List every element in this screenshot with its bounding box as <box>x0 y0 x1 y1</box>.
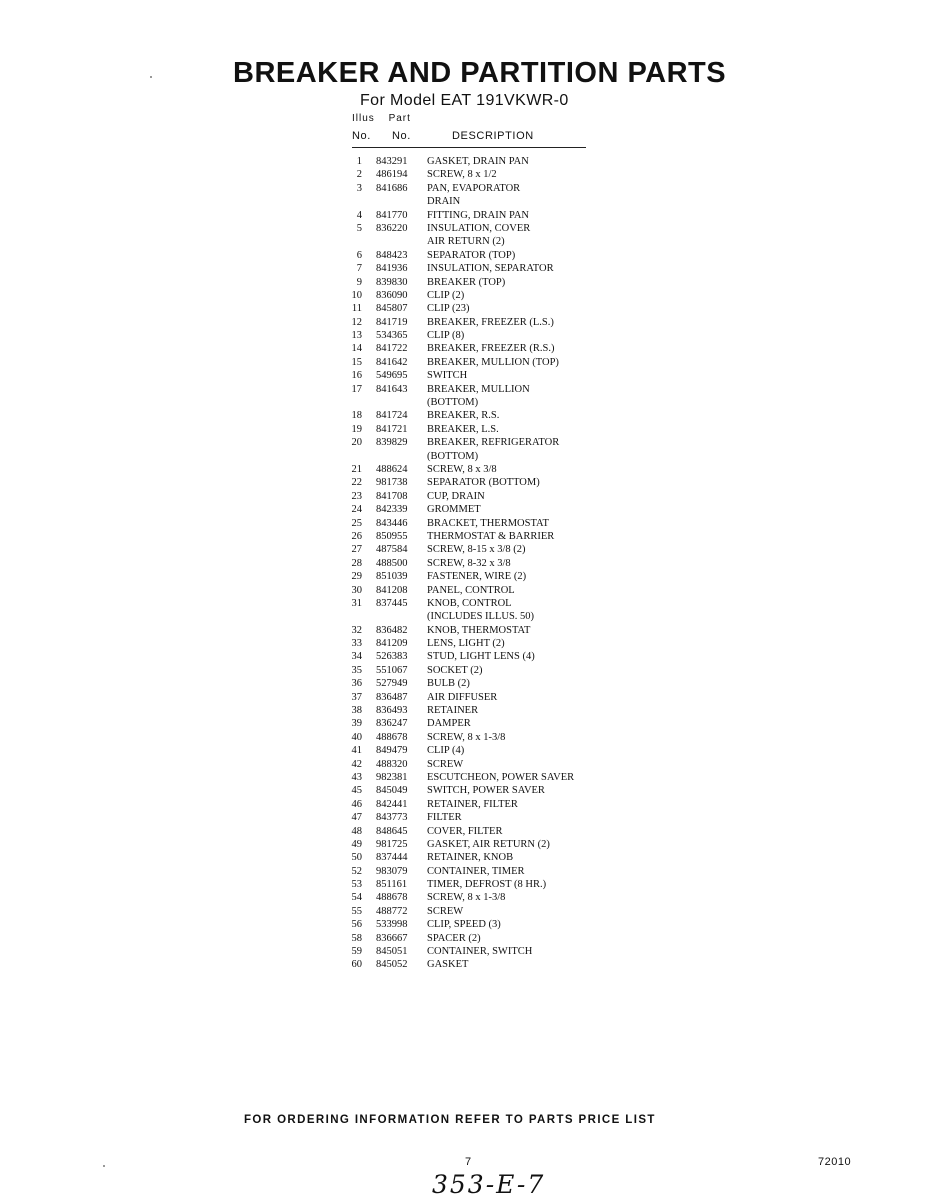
illus-number: 4 <box>356 209 362 221</box>
part-number: 527949 <box>376 678 408 690</box>
illus-number: 13 <box>351 330 362 342</box>
part-description: BREAKER, MULLION <box>427 383 530 395</box>
table-row <box>348 691 608 704</box>
illus-number: 12 <box>351 316 362 328</box>
table-row <box>348 329 608 342</box>
table-row <box>348 342 608 355</box>
part-number: 841208 <box>376 584 408 596</box>
document-number: 72010 <box>818 1156 852 1168</box>
table-row <box>348 356 608 369</box>
illus-number: 32 <box>351 624 362 636</box>
scan-speck <box>103 1165 105 1167</box>
table-row <box>348 262 608 275</box>
table-row <box>348 851 608 864</box>
part-number: 845049 <box>376 785 408 797</box>
part-number: 486194 <box>376 169 408 181</box>
table-row <box>348 958 608 971</box>
table-row <box>348 891 608 904</box>
table-row <box>348 316 608 329</box>
table-row <box>348 677 608 690</box>
part-description: SOCKET (2) <box>427 664 483 676</box>
table-row <box>348 664 608 677</box>
part-number: 842441 <box>376 798 408 810</box>
table-row <box>348 195 608 208</box>
illus-number: 37 <box>351 691 362 703</box>
illus-number: 50 <box>351 852 362 864</box>
illus-number: 11 <box>351 303 362 315</box>
table-row <box>348 811 608 824</box>
illus-number: 17 <box>351 383 362 395</box>
illus-number: 23 <box>351 490 362 502</box>
table-row <box>348 302 608 315</box>
table-row <box>348 383 608 396</box>
part-number: 841209 <box>376 638 408 650</box>
illus-number: 42 <box>351 758 362 770</box>
part-description: BREAKER, L.S. <box>427 423 499 435</box>
table-row <box>348 182 608 195</box>
header-divider <box>352 147 586 148</box>
part-number: 841642 <box>376 356 408 368</box>
part-number: 841770 <box>376 209 408 221</box>
illus-number: 5 <box>356 222 362 234</box>
part-description: BRACKET, THERMOSTAT <box>427 517 549 529</box>
part-description: DRAIN <box>427 196 461 208</box>
part-description: BREAKER, FREEZER (L.S.) <box>427 316 554 328</box>
illus-number: 39 <box>351 718 362 730</box>
part-description: CLIP (8) <box>427 330 465 342</box>
table-row <box>348 932 608 945</box>
part-description: STUD, LIGHT LENS (4) <box>427 651 535 663</box>
illus-number: 25 <box>351 517 362 529</box>
part-number: 488624 <box>376 463 408 475</box>
part-number: 983079 <box>376 865 408 877</box>
part-number: 841724 <box>376 410 408 422</box>
part-description: THERMOSTAT & BARRIER <box>427 530 555 542</box>
part-number: 488772 <box>376 905 408 917</box>
table-row <box>348 798 608 811</box>
illus-number: 36 <box>351 678 362 690</box>
parts-table <box>348 155 608 972</box>
table-row <box>348 865 608 878</box>
scan-speck <box>150 76 152 78</box>
part-description: AIR RETURN (2) <box>427 236 505 248</box>
part-description: ESCUTCHEON, POWER SAVER <box>427 771 575 783</box>
part-description: RETAINER, FILTER <box>427 798 518 810</box>
illus-number: 60 <box>351 959 362 971</box>
part-description: KNOB, CONTROL <box>427 597 512 609</box>
column-header-part-no: No. <box>392 130 411 142</box>
table-row <box>348 463 608 476</box>
part-description: KNOB, THERMOSTAT <box>427 624 531 636</box>
part-description: SCREW, 8 x 3/8 <box>427 463 497 475</box>
part-number: 836220 <box>376 222 408 234</box>
table-row <box>348 704 608 717</box>
table-row <box>348 758 608 771</box>
illus-number: 56 <box>351 919 362 931</box>
table-row <box>348 597 608 610</box>
part-number: 843446 <box>376 517 408 529</box>
illus-number: 35 <box>351 664 362 676</box>
table-row <box>348 396 608 409</box>
table-row <box>348 731 608 744</box>
part-description: COVER, FILTER <box>427 825 503 837</box>
part-number: 849479 <box>376 745 408 757</box>
illus-number: 59 <box>351 946 362 958</box>
part-description: BREAKER (TOP) <box>427 276 506 288</box>
part-number: 837445 <box>376 597 408 609</box>
model-subtitle: For Model EAT 191VKWR-0 <box>360 92 569 109</box>
part-description: SCREW <box>427 905 464 917</box>
part-number: 845051 <box>376 946 408 958</box>
part-description: SCREW, 8 x 1/2 <box>427 169 497 181</box>
illus-number: 28 <box>351 557 362 569</box>
illus-number: 6 <box>356 249 362 261</box>
part-description: SEPARATOR (TOP) <box>427 249 516 261</box>
part-number: 848645 <box>376 825 408 837</box>
part-description: RETAINER <box>427 705 479 717</box>
part-number: 982381 <box>376 771 408 783</box>
table-row <box>348 825 608 838</box>
part-number: 851039 <box>376 571 408 583</box>
illus-number: 19 <box>351 423 362 435</box>
table-row <box>348 905 608 918</box>
table-row <box>348 918 608 931</box>
illus-number: 43 <box>351 771 362 783</box>
ordering-note: FOR ORDERING INFORMATION REFER TO PARTS PRICE LIST <box>244 1114 656 1126</box>
table-row <box>348 543 608 556</box>
part-description: (INCLUDES ILLUS. 50) <box>427 611 535 623</box>
part-number: 845052 <box>376 959 408 971</box>
illus-number: 9 <box>356 276 362 288</box>
part-description: FASTENER, WIRE (2) <box>427 571 527 583</box>
part-description: GASKET, DRAIN PAN <box>427 156 529 167</box>
part-description: FILTER <box>427 812 462 824</box>
column-header-illus-no: No. <box>352 130 371 142</box>
part-number: 836667 <box>376 932 408 944</box>
part-description: BREAKER, MULLION (TOP) <box>427 356 559 368</box>
table-row <box>348 503 608 516</box>
part-number: 836487 <box>376 691 408 703</box>
table-row <box>348 650 608 663</box>
part-label: Part <box>388 113 411 124</box>
illus-number: 53 <box>351 879 362 891</box>
illus-number: 45 <box>351 785 362 797</box>
part-number: 488500 <box>376 557 408 569</box>
illus-number: 22 <box>351 477 362 489</box>
part-number: 842339 <box>376 504 408 516</box>
part-description: SCREW, 8-32 x 3/8 <box>427 557 511 569</box>
illus-number: 52 <box>351 865 362 877</box>
table-row <box>348 530 608 543</box>
illus-number: 26 <box>351 530 362 542</box>
part-description: INSULATION, SEPARATOR <box>427 263 554 275</box>
table-row <box>348 289 608 302</box>
illus-number: 15 <box>351 356 362 368</box>
part-number: 841686 <box>376 182 408 194</box>
table-row <box>348 369 608 382</box>
part-description: DAMPER <box>427 718 471 730</box>
part-number: 851161 <box>376 879 408 891</box>
illus-number: 54 <box>351 892 362 904</box>
part-description: GASKET <box>427 959 469 971</box>
table-row <box>348 744 608 757</box>
illus-number: 34 <box>351 651 362 663</box>
table-row <box>348 476 608 489</box>
part-number: 526383 <box>376 651 408 663</box>
illus-number: 1 <box>356 156 362 167</box>
table-row <box>348 235 608 248</box>
illus-number: 18 <box>351 410 362 422</box>
part-number: 839829 <box>376 437 408 449</box>
part-description: SCREW <box>427 758 464 770</box>
part-number: 839830 <box>376 276 408 288</box>
part-number: 836247 <box>376 718 408 730</box>
illus-number: 3 <box>356 182 362 194</box>
part-number: 841643 <box>376 383 408 395</box>
part-description: CONTAINER, SWITCH <box>427 946 533 958</box>
part-number: 487584 <box>376 544 408 556</box>
part-number: 836493 <box>376 705 408 717</box>
part-description: SCREW, 8 x 1-3/8 <box>427 731 506 743</box>
part-description: PAN, EVAPORATOR <box>427 182 521 194</box>
part-description: BREAKER, R.S. <box>427 410 500 422</box>
table-row <box>348 637 608 650</box>
illus-number: 46 <box>351 798 362 810</box>
table-row <box>348 610 608 623</box>
illus-number: 31 <box>351 597 362 609</box>
part-description: BULB (2) <box>427 678 470 690</box>
illus-number: 24 <box>351 504 362 516</box>
part-description: RETAINER, KNOB <box>427 852 514 864</box>
table-row <box>348 557 608 570</box>
illus-number: 48 <box>351 825 362 837</box>
part-number: 981725 <box>376 838 408 850</box>
part-number: 843773 <box>376 812 408 824</box>
part-number: 841708 <box>376 490 408 502</box>
column-header-description: DESCRIPTION <box>452 130 534 142</box>
illus-number: 14 <box>351 343 362 355</box>
part-description: SPACER (2) <box>427 932 481 944</box>
illus-number: 41 <box>351 745 362 757</box>
part-description: (BOTTOM) <box>427 450 479 462</box>
table-row <box>348 168 608 181</box>
part-number: 488678 <box>376 731 408 743</box>
table-row <box>348 624 608 637</box>
table-row <box>348 570 608 583</box>
illus-number: 27 <box>351 544 362 556</box>
illus-number: 49 <box>351 838 362 850</box>
part-number: 534365 <box>376 330 408 342</box>
table-row <box>348 878 608 891</box>
table-row <box>348 517 608 530</box>
illus-number: 33 <box>351 638 362 650</box>
part-number: 533998 <box>376 919 408 931</box>
page-number: 7 <box>465 1156 472 1168</box>
part-number: 845807 <box>376 303 408 315</box>
illus-number: 40 <box>351 731 362 743</box>
part-number: 837444 <box>376 852 408 864</box>
part-number: 843291 <box>376 156 408 167</box>
illus-number: 47 <box>351 812 362 824</box>
handwritten-annotation: 353-E-7 <box>432 1170 546 1199</box>
table-row <box>348 276 608 289</box>
table-row <box>348 423 608 436</box>
part-description: CLIP (23) <box>427 303 470 315</box>
part-number: 488678 <box>376 892 408 904</box>
part-number: 841722 <box>376 343 408 355</box>
illus-number: 7 <box>356 263 362 275</box>
part-description: LENS, LIGHT (2) <box>427 638 505 650</box>
part-description: CLIP (4) <box>427 745 465 757</box>
part-number: 981738 <box>376 477 408 489</box>
part-description: SCREW, 8 x 1-3/8 <box>427 892 506 904</box>
part-description: TIMER, DEFROST (8 HR.) <box>427 879 547 891</box>
table-row <box>348 209 608 222</box>
page-title: BREAKER AND PARTITION PARTS <box>233 57 727 89</box>
part-number: 549695 <box>376 370 408 382</box>
illus-number: 55 <box>351 905 362 917</box>
illus-number: 30 <box>351 584 362 596</box>
table-row <box>348 584 608 597</box>
table-row <box>348 490 608 503</box>
part-description: CLIP (2) <box>427 289 465 301</box>
table-row <box>348 249 608 262</box>
table-row <box>348 945 608 958</box>
part-description: BREAKER, REFRIGERATOR <box>427 437 560 449</box>
part-description: CONTAINER, TIMER <box>427 865 525 877</box>
part-number: 551067 <box>376 664 408 676</box>
illus-number: 20 <box>351 437 362 449</box>
part-description: GROMMET <box>427 504 481 516</box>
part-description: AIR DIFFUSER <box>427 691 498 703</box>
table-row <box>348 838 608 851</box>
part-description: CUP, DRAIN <box>427 490 485 502</box>
part-description: (BOTTOM) <box>427 397 479 409</box>
part-description: SWITCH <box>427 370 468 382</box>
illus-number: 16 <box>351 370 362 382</box>
part-description: SCREW, 8-15 x 3/8 (2) <box>427 544 526 556</box>
part-number: 488320 <box>376 758 408 770</box>
table-row <box>348 450 608 463</box>
illus-number: 58 <box>351 932 362 944</box>
table-row <box>348 717 608 730</box>
part-number: 841721 <box>376 423 408 435</box>
part-description: SWITCH, POWER SAVER <box>427 785 545 797</box>
part-number: 848423 <box>376 249 408 261</box>
table-row <box>348 771 608 784</box>
part-description: GASKET, AIR RETURN (2) <box>427 838 550 850</box>
table-row <box>348 436 608 449</box>
part-number: 841936 <box>376 263 408 275</box>
illus-number: 21 <box>351 463 362 475</box>
part-description: BREAKER, FREEZER (R.S.) <box>427 343 555 355</box>
part-number: 836482 <box>376 624 408 636</box>
part-description: SEPARATOR (BOTTOM) <box>427 477 540 489</box>
part-description: INSULATION, COVER <box>427 222 531 234</box>
illus-number: 38 <box>351 705 362 717</box>
illus-number: 29 <box>351 571 362 583</box>
part-number: 836090 <box>376 289 408 301</box>
table-row <box>348 155 608 168</box>
part-number: 850955 <box>376 530 408 542</box>
table-row <box>348 409 608 422</box>
part-description: FITTING, DRAIN PAN <box>427 209 529 221</box>
part-description: CLIP, SPEED (3) <box>427 919 501 931</box>
table-row <box>348 784 608 797</box>
column-header-top <box>352 113 411 124</box>
illus-number: 10 <box>351 289 362 301</box>
illus-label: Illus <box>352 113 375 124</box>
illus-number: 2 <box>356 169 362 181</box>
part-description: PANEL, CONTROL <box>427 584 515 596</box>
part-number: 841719 <box>376 316 408 328</box>
table-row <box>348 222 608 235</box>
